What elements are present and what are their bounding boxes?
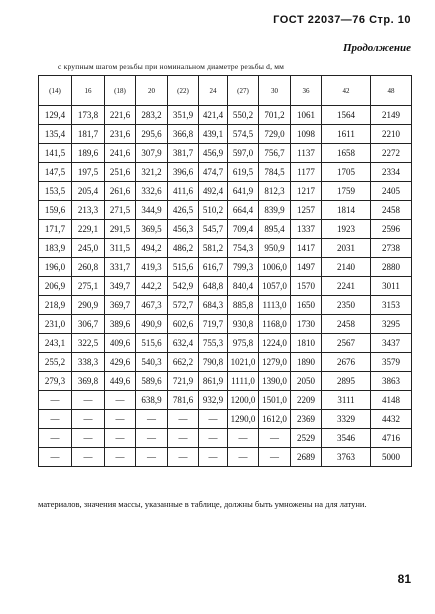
table-cell: 474,7 <box>199 163 228 182</box>
table-cell: 1650 <box>291 296 322 315</box>
table-cell: — <box>199 410 228 429</box>
table-cell: 895,4 <box>259 220 291 239</box>
table-cell: 245,0 <box>72 239 105 258</box>
table-cell: — <box>168 448 199 467</box>
table-cell: 2895 <box>322 372 371 391</box>
table-cell: 1730 <box>291 315 322 334</box>
table-cell: — <box>39 448 72 467</box>
table-cell: 3153 <box>371 296 412 315</box>
table-cell: 3437 <box>371 334 412 353</box>
table-cell: — <box>72 391 105 410</box>
table-cell: 1564 <box>322 106 371 125</box>
table-cell: 1021,0 <box>228 353 259 372</box>
column-header: 48 <box>371 76 412 106</box>
table-row <box>39 125 412 144</box>
table-cell: 638,9 <box>136 391 168 410</box>
table-cell: 2738 <box>371 239 412 258</box>
table-cell: 574,5 <box>228 125 259 144</box>
table-cell: — <box>136 448 168 467</box>
table-row <box>39 391 412 410</box>
table-cell: 279,3 <box>39 372 72 391</box>
column-header: 20 <box>136 76 168 106</box>
table-cell: 4432 <box>371 410 412 429</box>
table-row <box>39 372 412 391</box>
table-cell: 181,7 <box>72 125 105 144</box>
table-row <box>39 296 412 315</box>
table-cell: 205,4 <box>72 182 105 201</box>
table-cell: 241,6 <box>105 144 136 163</box>
table-cell: 1810 <box>291 334 322 353</box>
table-cell: 975,8 <box>228 334 259 353</box>
table-cell: 1113,0 <box>259 296 291 315</box>
table-cell: 885,8 <box>228 296 259 315</box>
table-cell: 147,5 <box>39 163 72 182</box>
table-cell: 839,9 <box>259 201 291 220</box>
table-cell: 141,5 <box>39 144 72 163</box>
table-cell: 338,3 <box>72 353 105 372</box>
table-cell: — <box>39 429 72 448</box>
table-cell: — <box>105 448 136 467</box>
table-cell: 221,6 <box>105 106 136 125</box>
table-cell: 550,2 <box>228 106 259 125</box>
table-cell: 5000 <box>371 448 412 467</box>
table-body <box>39 106 412 467</box>
table-cell: 1337 <box>291 220 322 239</box>
table-cell: 3763 <box>322 448 371 467</box>
table-cell: 218,9 <box>39 296 72 315</box>
table-cell: — <box>228 429 259 448</box>
table-cell: 4716 <box>371 429 412 448</box>
table-cell: — <box>228 448 259 467</box>
table-cell: 2369 <box>291 410 322 429</box>
table-cell: 515,6 <box>136 334 168 353</box>
table-cell: — <box>136 429 168 448</box>
table-cell: 545,7 <box>199 220 228 239</box>
table-cell: 2140 <box>322 258 371 277</box>
column-header: (18) <box>105 76 136 106</box>
table-cell: 196,0 <box>39 258 72 277</box>
table-cell: 755,3 <box>199 334 228 353</box>
table-cell: — <box>168 410 199 429</box>
table-cell: 729,0 <box>259 125 291 144</box>
table-cell: 2272 <box>371 144 412 163</box>
table-cell: — <box>259 429 291 448</box>
column-header: (22) <box>168 76 199 106</box>
table-cell: 1390,0 <box>259 372 291 391</box>
page-number: 81 <box>397 572 411 586</box>
table-cell: 932,9 <box>199 391 228 410</box>
table-cell: 861,9 <box>199 372 228 391</box>
table-cell: 332,6 <box>136 182 168 201</box>
table-cell: 1168,0 <box>259 315 291 334</box>
table-cell: 812,3 <box>259 182 291 201</box>
table-cell: 411,6 <box>168 182 199 201</box>
column-header: 16 <box>72 76 105 106</box>
table-cell: 3329 <box>322 410 371 429</box>
table-cell: 396,6 <box>168 163 199 182</box>
table-cell: 1111,0 <box>228 372 259 391</box>
table-cell: 641,9 <box>228 182 259 201</box>
table-row <box>39 239 412 258</box>
table-cell: 1612,0 <box>259 410 291 429</box>
table-cell: 381,7 <box>168 144 199 163</box>
table-cell: 2050 <box>291 372 322 391</box>
table-cell: 3579 <box>371 353 412 372</box>
table-cell: 2676 <box>322 353 371 372</box>
table-cell: 1658 <box>322 144 371 163</box>
table-cell: 2334 <box>371 163 412 182</box>
column-header: (14) <box>39 76 72 106</box>
table-cell: 173,8 <box>72 106 105 125</box>
table-cell: 510,2 <box>199 201 228 220</box>
table-cell: 389,6 <box>105 315 136 334</box>
table-row <box>39 334 412 353</box>
table-cell: 369,7 <box>105 296 136 315</box>
table-cell: 206,9 <box>39 277 72 296</box>
table-cell: 2529 <box>291 429 322 448</box>
table-cell: 662,2 <box>168 353 199 372</box>
table-cell: 790,8 <box>199 353 228 372</box>
table-cell: 369,5 <box>136 220 168 239</box>
table-cell: 331,7 <box>105 258 136 277</box>
column-header: (27) <box>228 76 259 106</box>
table-cell: 275,1 <box>72 277 105 296</box>
table-cell: 616,7 <box>199 258 228 277</box>
table-cell: — <box>72 410 105 429</box>
footnote-text: материалов, значения массы, указанные в таблице, должны быть умножены на для латуни. <box>38 499 367 509</box>
table-cell: 602,6 <box>168 315 199 334</box>
table-row <box>39 144 412 163</box>
table-cell: 197,5 <box>72 163 105 182</box>
column-header: 36 <box>291 76 322 106</box>
table-cell: 1705 <box>322 163 371 182</box>
table-cell: 1290,0 <box>228 410 259 429</box>
table-cell: 429,6 <box>105 353 136 372</box>
table-cell: 2031 <box>322 239 371 258</box>
table-cell: 1497 <box>291 258 322 277</box>
table-cell: 467,3 <box>136 296 168 315</box>
table-cell: 581,2 <box>199 239 228 258</box>
table-cell: 171,7 <box>39 220 72 239</box>
table-row <box>39 315 412 334</box>
table-cell: 409,6 <box>105 334 136 353</box>
table-cell: 589,6 <box>136 372 168 391</box>
table-cell: 1814 <box>322 201 371 220</box>
table-cell: 183,9 <box>39 239 72 258</box>
table-row <box>39 410 412 429</box>
table-row <box>39 277 412 296</box>
table-cell: 153,5 <box>39 182 72 201</box>
table-cell: 1137 <box>291 144 322 163</box>
table-cell: 243,1 <box>39 334 72 353</box>
table-cell: 322,5 <box>72 334 105 353</box>
table-cell: 840,4 <box>228 277 259 296</box>
table-row <box>39 258 412 277</box>
table-cell: 419,3 <box>136 258 168 277</box>
table-cell: 1224,0 <box>259 334 291 353</box>
table-cell: 231,0 <box>39 315 72 334</box>
table-cell: 784,5 <box>259 163 291 182</box>
table-cell: 1057,0 <box>259 277 291 296</box>
table-cell: 1061 <box>291 106 322 125</box>
table-cell: 664,4 <box>228 201 259 220</box>
table-cell: 449,6 <box>105 372 136 391</box>
table-cell: 290,9 <box>72 296 105 315</box>
table-cell: 1501,0 <box>259 391 291 410</box>
table-cell: 1177 <box>291 163 322 182</box>
table-cell: 1279,0 <box>259 353 291 372</box>
table-cell: 231,6 <box>105 125 136 144</box>
table-cell: 2458 <box>322 315 371 334</box>
column-header: 30 <box>259 76 291 106</box>
table-cell: 709,4 <box>228 220 259 239</box>
table-cell: 490,9 <box>136 315 168 334</box>
table-cell: — <box>136 410 168 429</box>
table-cell: — <box>72 429 105 448</box>
table-cell: 2209 <box>291 391 322 410</box>
table-cell: 3863 <box>371 372 412 391</box>
table-cell: 2689 <box>291 448 322 467</box>
table-cell: 1417 <box>291 239 322 258</box>
table-cell: — <box>39 410 72 429</box>
table-cell: 135,4 <box>39 125 72 144</box>
table-cell: 4148 <box>371 391 412 410</box>
table-row <box>39 429 412 448</box>
table-cell: 307,9 <box>136 144 168 163</box>
table-cell: — <box>39 391 72 410</box>
table-cell: — <box>72 448 105 467</box>
table-cell: 684,3 <box>199 296 228 315</box>
table-cell: 540,3 <box>136 353 168 372</box>
table-cell: 648,8 <box>199 277 228 296</box>
table-cell: 1217 <box>291 182 322 201</box>
table-cell: 261,6 <box>105 182 136 201</box>
table-cell: — <box>199 448 228 467</box>
table-cell: — <box>168 429 199 448</box>
table-cell: 3111 <box>322 391 371 410</box>
table-cell: 351,9 <box>168 106 199 125</box>
table-cell: 1098 <box>291 125 322 144</box>
table-cell: 781,6 <box>168 391 199 410</box>
table-cell: 1611 <box>322 125 371 144</box>
table-row <box>39 201 412 220</box>
table-cell: 2880 <box>371 258 412 277</box>
table-cell: 369,8 <box>72 372 105 391</box>
table-row <box>39 353 412 372</box>
table-cell: 2596 <box>371 220 412 239</box>
table-cell: 1570 <box>291 277 322 296</box>
table-row <box>39 448 412 467</box>
table-cell: 283,2 <box>136 106 168 125</box>
table-row <box>39 220 412 239</box>
table-cell: 719,7 <box>199 315 228 334</box>
table-cell: — <box>259 448 291 467</box>
table-cell: 2149 <box>371 106 412 125</box>
table-cell: 619,5 <box>228 163 259 182</box>
table-cell: 439,1 <box>199 125 228 144</box>
table-cell: 492,4 <box>199 182 228 201</box>
table-cell: 456,9 <box>199 144 228 163</box>
table-cell: 494,2 <box>136 239 168 258</box>
table-cell: 3546 <box>322 429 371 448</box>
column-header: 42 <box>322 76 371 106</box>
table-cell: 721,9 <box>168 372 199 391</box>
table-cell: 701,2 <box>259 106 291 125</box>
table-cell: 515,6 <box>168 258 199 277</box>
table-cell: 2210 <box>371 125 412 144</box>
table-row <box>39 106 412 125</box>
table-cell: 291,5 <box>105 220 136 239</box>
table-cell: 2458 <box>371 201 412 220</box>
table-cell: 426,5 <box>168 201 199 220</box>
table-cell: 344,9 <box>136 201 168 220</box>
table-cell: 321,2 <box>136 163 168 182</box>
table-cell: 542,9 <box>168 277 199 296</box>
table-cell: 271,5 <box>105 201 136 220</box>
table-row <box>39 182 412 201</box>
table-cell: 349,7 <box>105 277 136 296</box>
page-header: ГОСТ 22037—76 Стр. 10 <box>273 14 411 26</box>
table-row <box>39 163 412 182</box>
table-header-row <box>39 76 412 106</box>
table-cell: 756,7 <box>259 144 291 163</box>
table-cell: 255,2 <box>39 353 72 372</box>
table-cell: 1257 <box>291 201 322 220</box>
table-cell: 456,3 <box>168 220 199 239</box>
table-cell: 159,6 <box>39 201 72 220</box>
table-caption: с крупным шагом резьбы при номинальном диаметре резьбы d, мм <box>58 62 285 71</box>
table-cell: 3295 <box>371 315 412 334</box>
table-cell: — <box>105 429 136 448</box>
table-cell: 2241 <box>322 277 371 296</box>
mass-table <box>38 75 412 467</box>
table-cell: — <box>105 410 136 429</box>
table-cell: 366,8 <box>168 125 199 144</box>
table-cell: 486,2 <box>168 239 199 258</box>
table-cell: 421,4 <box>199 106 228 125</box>
table-cell: 260,8 <box>72 258 105 277</box>
table-cell: 930,8 <box>228 315 259 334</box>
table-cell: 306,7 <box>72 315 105 334</box>
table-cell: 251,6 <box>105 163 136 182</box>
table-cell: 3011 <box>371 277 412 296</box>
column-header: 24 <box>199 76 228 106</box>
table-cell: 1759 <box>322 182 371 201</box>
table-cell: 442,2 <box>136 277 168 296</box>
table-cell: 572,7 <box>168 296 199 315</box>
table-cell: 1006,0 <box>259 258 291 277</box>
table-cell: 632,4 <box>168 334 199 353</box>
table-cell: 2567 <box>322 334 371 353</box>
table-cell: 129,4 <box>39 106 72 125</box>
table-cell: 799,3 <box>228 258 259 277</box>
table-cell: — <box>199 429 228 448</box>
table-cell: 597,0 <box>228 144 259 163</box>
table-cell: 295,6 <box>136 125 168 144</box>
table-cell: 754,3 <box>228 239 259 258</box>
table-cell: 1200,0 <box>228 391 259 410</box>
table-cell: 2405 <box>371 182 412 201</box>
table-cell: 1890 <box>291 353 322 372</box>
table-cell: 311,5 <box>105 239 136 258</box>
table-cell: 2350 <box>322 296 371 315</box>
table-cell: — <box>105 391 136 410</box>
table-cell: 189,6 <box>72 144 105 163</box>
table-cell: 950,9 <box>259 239 291 258</box>
table-cell: 1923 <box>322 220 371 239</box>
table-cell: 229,1 <box>72 220 105 239</box>
table-cell: 213,3 <box>72 201 105 220</box>
continuation-label: Продолжение <box>342 42 411 54</box>
